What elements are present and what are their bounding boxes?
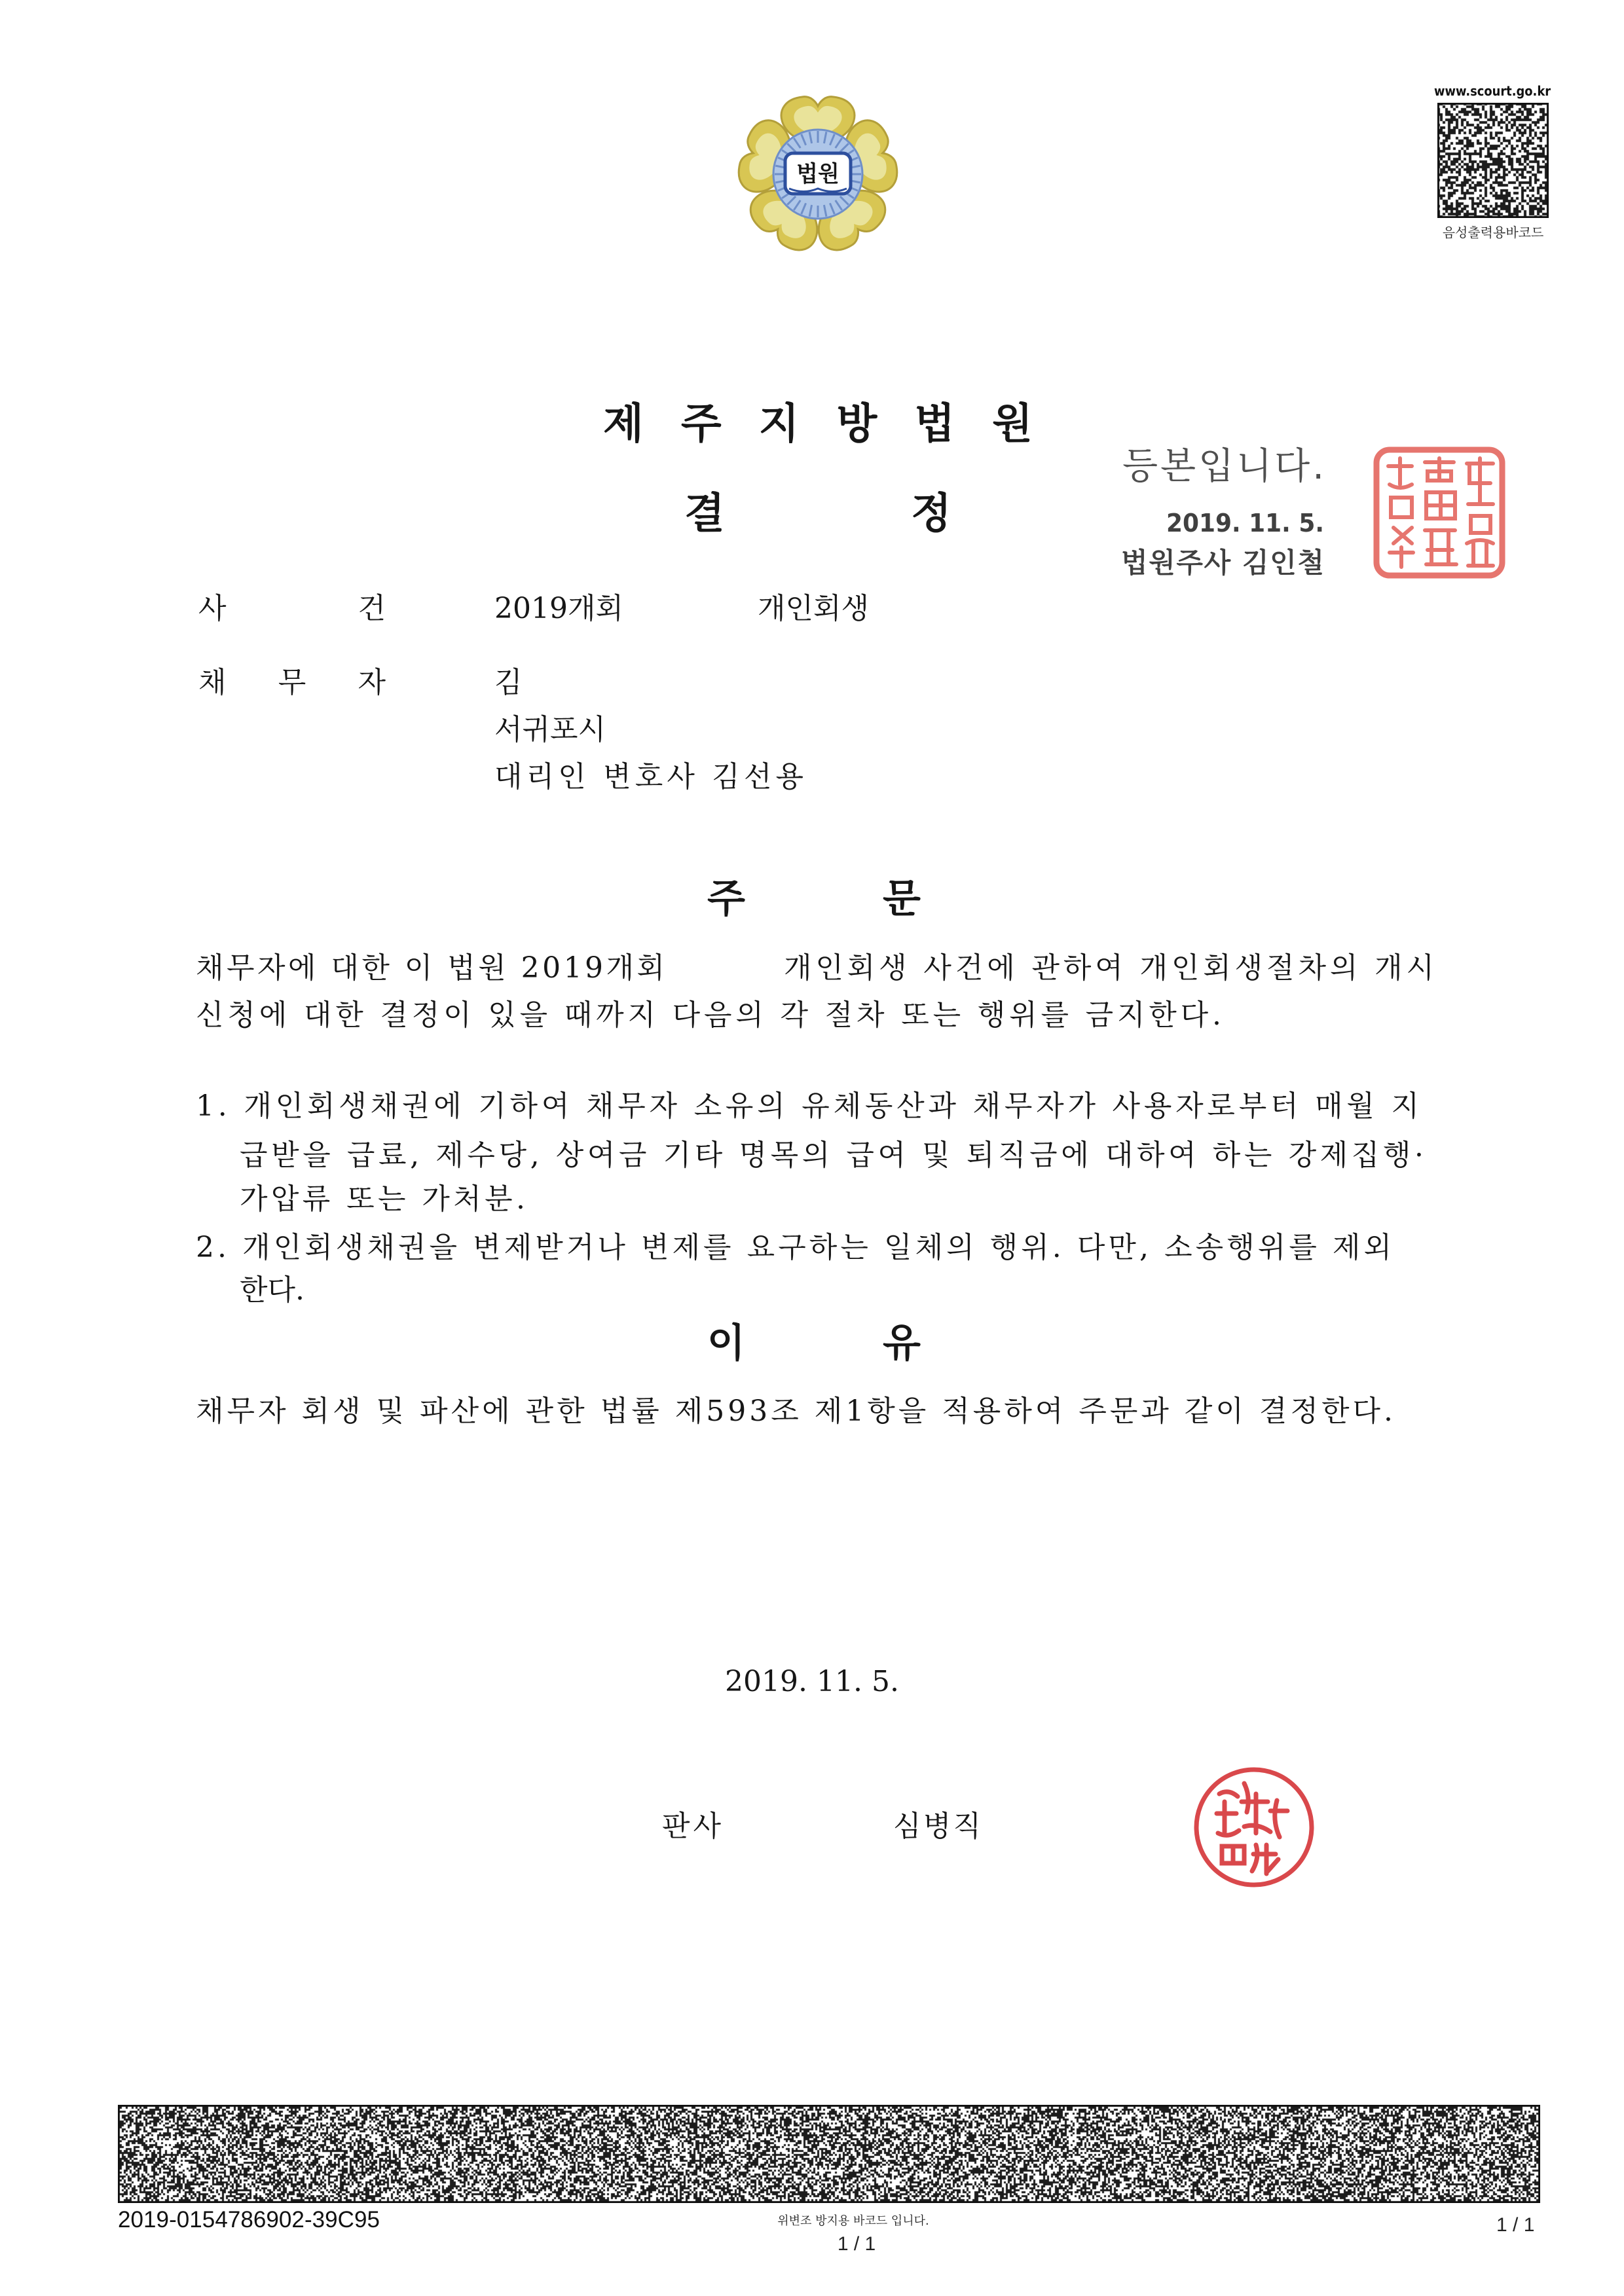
order-intro-line: 채무자에 대한 이 법원 2019개회: [196, 951, 665, 985]
debtor-agent: 대리인 변호사 김선용: [494, 760, 803, 793]
page-number-center: 1 / 1: [837, 2233, 876, 2255]
certified-copy-stamp: [1121, 445, 1324, 579]
case-name: 개인회생: [758, 592, 870, 625]
court-emblem: [733, 97, 903, 259]
debtor-name: 김: [494, 666, 523, 699]
order-intro-line: 신청에 대한 결정이 있을 때까지 다음의 각 절차 또는 행위를 금지한다.: [196, 998, 1221, 1032]
judge-round-seal: [1196, 1770, 1312, 1885]
seal-script-strokes: [1217, 1783, 1287, 1874]
reason-heading: 이 유: [707, 1321, 921, 1366]
decision-date: 2019. 11. 5.: [725, 1665, 899, 1698]
court-clerk-name: 법원주사 김인철: [1121, 547, 1324, 579]
order-item-1-line: 1. 개인회생채권에 기하여 채무자 소유의 유체동산과 채무자가 사용자로부터 매월 지: [196, 1089, 1419, 1123]
debtor-label: 채 무 자: [198, 666, 386, 699]
judge-name: 심병직: [893, 1810, 981, 1843]
qr-caption: 음성출력용바코드: [1442, 225, 1544, 240]
debtor-address: 서귀포시: [494, 713, 606, 746]
order-intro: [196, 951, 1434, 1032]
order-items: [196, 1089, 1424, 1307]
order-item-1-line: 급받을 급료, 제수당, 상여금 기타 명목의 급여 및 퇴직금에 대하여 하는 강제집행·: [240, 1139, 1424, 1172]
court-name-title: 제 주 지 방 법 원: [603, 400, 1033, 448]
order-item-1-line: 가압류 또는 가처분.: [240, 1182, 525, 1216]
certified-copy-date: 2019. 11. 5.: [1166, 509, 1324, 538]
order-intro-line: 개인회생 사건에 관하여 개인회생절차의 개시: [784, 951, 1434, 985]
case-info: [198, 592, 869, 793]
barcode-caption: 위변조 방지용 바코드 입니다.: [777, 2214, 929, 2228]
case-number: 2019개회: [494, 592, 623, 625]
certified-copy-label: 등본입니다.: [1122, 445, 1324, 488]
document-issue-number: 2019-0154786902-39C95: [118, 2207, 380, 2232]
emblem-label: 법원: [796, 161, 840, 187]
order-item-2-line: 한다.: [240, 1273, 304, 1307]
clerk-square-seal: [1376, 450, 1502, 575]
order-item-2-line: 2. 개인회생채권을 변제받거나 변제를 요구하는 일체의 행위. 다만, 소송행위를 제외: [196, 1231, 1392, 1264]
seal-script-strokes: [1388, 458, 1493, 567]
case-label: 사 건: [198, 592, 386, 625]
order-heading: 주 문: [707, 876, 921, 922]
qr-url: www.scourt.go.kr: [1434, 83, 1551, 99]
page-number-right: 1 / 1: [1496, 2214, 1535, 2236]
document-type-title: 결 정: [684, 490, 951, 538]
reason-text: 채무자 회생 및 파산에 관한 법률 제593조 제1항을 적용하여 주문과 같이 결정한다.: [196, 1394, 1393, 1428]
judge-title: 판사: [662, 1810, 721, 1843]
